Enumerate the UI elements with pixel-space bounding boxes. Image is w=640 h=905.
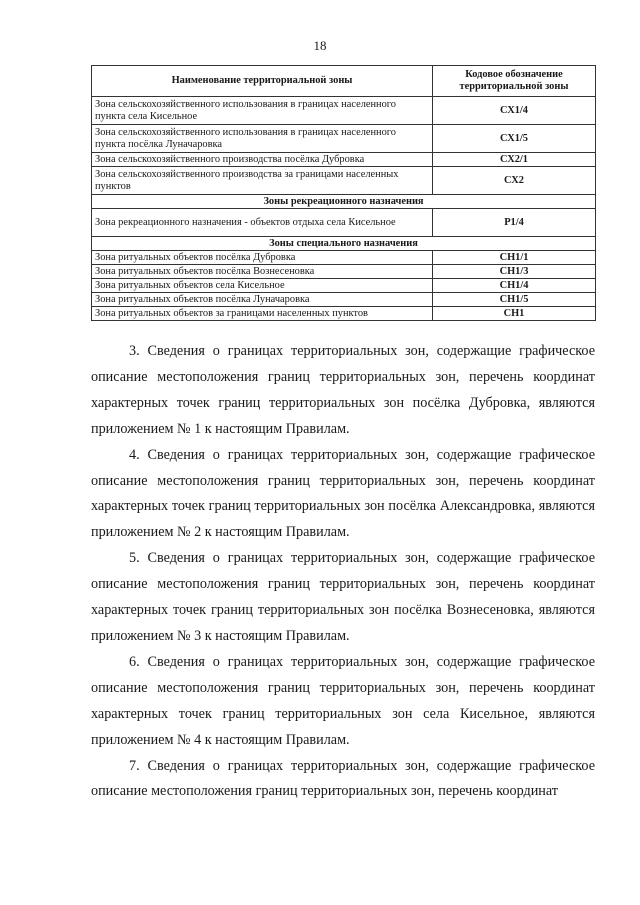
- header-zone-code: Кодовое обозначение территориальной зоны: [433, 66, 596, 97]
- paragraph-item-5: 5. Сведения о границах территориальных зон, содержащие графическое описание местоположения границ территориальных зон, перечень координат характерных точек границ территориальных зон посёлка Вознесеновка, являются приложением № 3 к настоящим Правилам.: [91, 550, 595, 644]
- table-row: [92, 167, 596, 195]
- page-number: 18: [313, 38, 327, 53]
- zone-code-cell: Р1/4: [433, 209, 596, 237]
- table-row: [92, 97, 596, 125]
- table-row: [92, 293, 596, 307]
- zone-code-cell: СН1/3: [433, 265, 596, 279]
- paragraph-item-3: 3. Сведения о границах территориальных зон, содержащие графическое описание местоположения границ территориальных зон, перечень координат характерных точек границ территориальных зон посёлка Дубровка, являются приложением № 1 к настоящим Правилам.: [91, 343, 595, 437]
- header-zone-name: Наименование территориальной зоны: [92, 66, 433, 97]
- zone-code-cell: СХ1/5: [433, 125, 596, 153]
- table-row: [92, 279, 596, 293]
- zone-name-cell: Зона рекреационного назначения - объектов отдыха села Кисельное: [92, 209, 433, 237]
- table-row: [92, 153, 596, 167]
- body-text: [91, 339, 595, 805]
- zone-name-cell: Зона ритуальных объектов села Кисельное: [92, 279, 433, 293]
- zone-name-cell: Зона сельскохозяйственного производства за границами населенных пунктов: [92, 167, 433, 195]
- table-header-row: [92, 66, 596, 97]
- section-heading-recreation: Зоны рекреационного назначения: [92, 195, 596, 209]
- zone-code-cell: СН1: [433, 307, 596, 321]
- zones-table: [91, 65, 596, 321]
- zone-code-cell: СН1/1: [433, 251, 596, 265]
- paragraph-item-4: 4. Сведения о границах территориальных зон, содержащие графическое описание местоположения границ территориальных зон, перечень координат характерных точек границ территориальных зон посёлка Александровка, являются приложением № 2 к настоящим Правилам.: [91, 446, 595, 541]
- zone-name-cell: Зона ритуальных объектов посёлка Луначаровка: [92, 293, 433, 307]
- zone-name-cell: Зона сельскохозяйственного использования в границах населенного пункта села Кисельное: [92, 97, 433, 125]
- paragraph-item-7: 7. Сведения о границах территориальных зон, содержащие графическое описание местоположения границ территориальных зон, перечень координат: [91, 757, 595, 800]
- section-heading-special: Зоны специального назначения: [92, 237, 596, 251]
- table-section-row: [92, 237, 596, 251]
- zone-code-cell: СХ2: [433, 167, 596, 195]
- zone-name-cell: Зона ритуальных объектов за границами населенных пунктов: [92, 307, 433, 321]
- table-row: [92, 125, 596, 153]
- table-row: [92, 265, 596, 279]
- zone-name-cell: Зона сельскохозяйственного использования в границах населенного пункта посёлка Луначаровка: [92, 125, 433, 153]
- zone-code-cell: СХ1/4: [433, 97, 596, 125]
- zone-code-cell: СХ2/1: [433, 153, 596, 167]
- zone-name-cell: Зона ритуальных объектов посёлка Дубровка: [92, 251, 433, 265]
- zone-code-cell: СН1/5: [433, 293, 596, 307]
- table-section-row: [92, 195, 596, 209]
- table-row: [92, 251, 596, 265]
- zone-name-cell: Зона сельскохозяйственного производства посёлка Дубровка: [92, 153, 433, 167]
- zone-code-cell: СН1/4: [433, 279, 596, 293]
- paragraph-item-6: 6. Сведения о границах территориальных зон, содержащие графическое описание местоположения границ территориальных зон, перечень координат характерных точек границ территориальных зон села Кисельное, являются приложением № 4 к настоящим Правилам.: [91, 653, 595, 748]
- table-row: [92, 209, 596, 237]
- table-row: [92, 307, 596, 321]
- zone-name-cell: Зона ритуальных объектов посёлка Вознесеновка: [92, 265, 433, 279]
